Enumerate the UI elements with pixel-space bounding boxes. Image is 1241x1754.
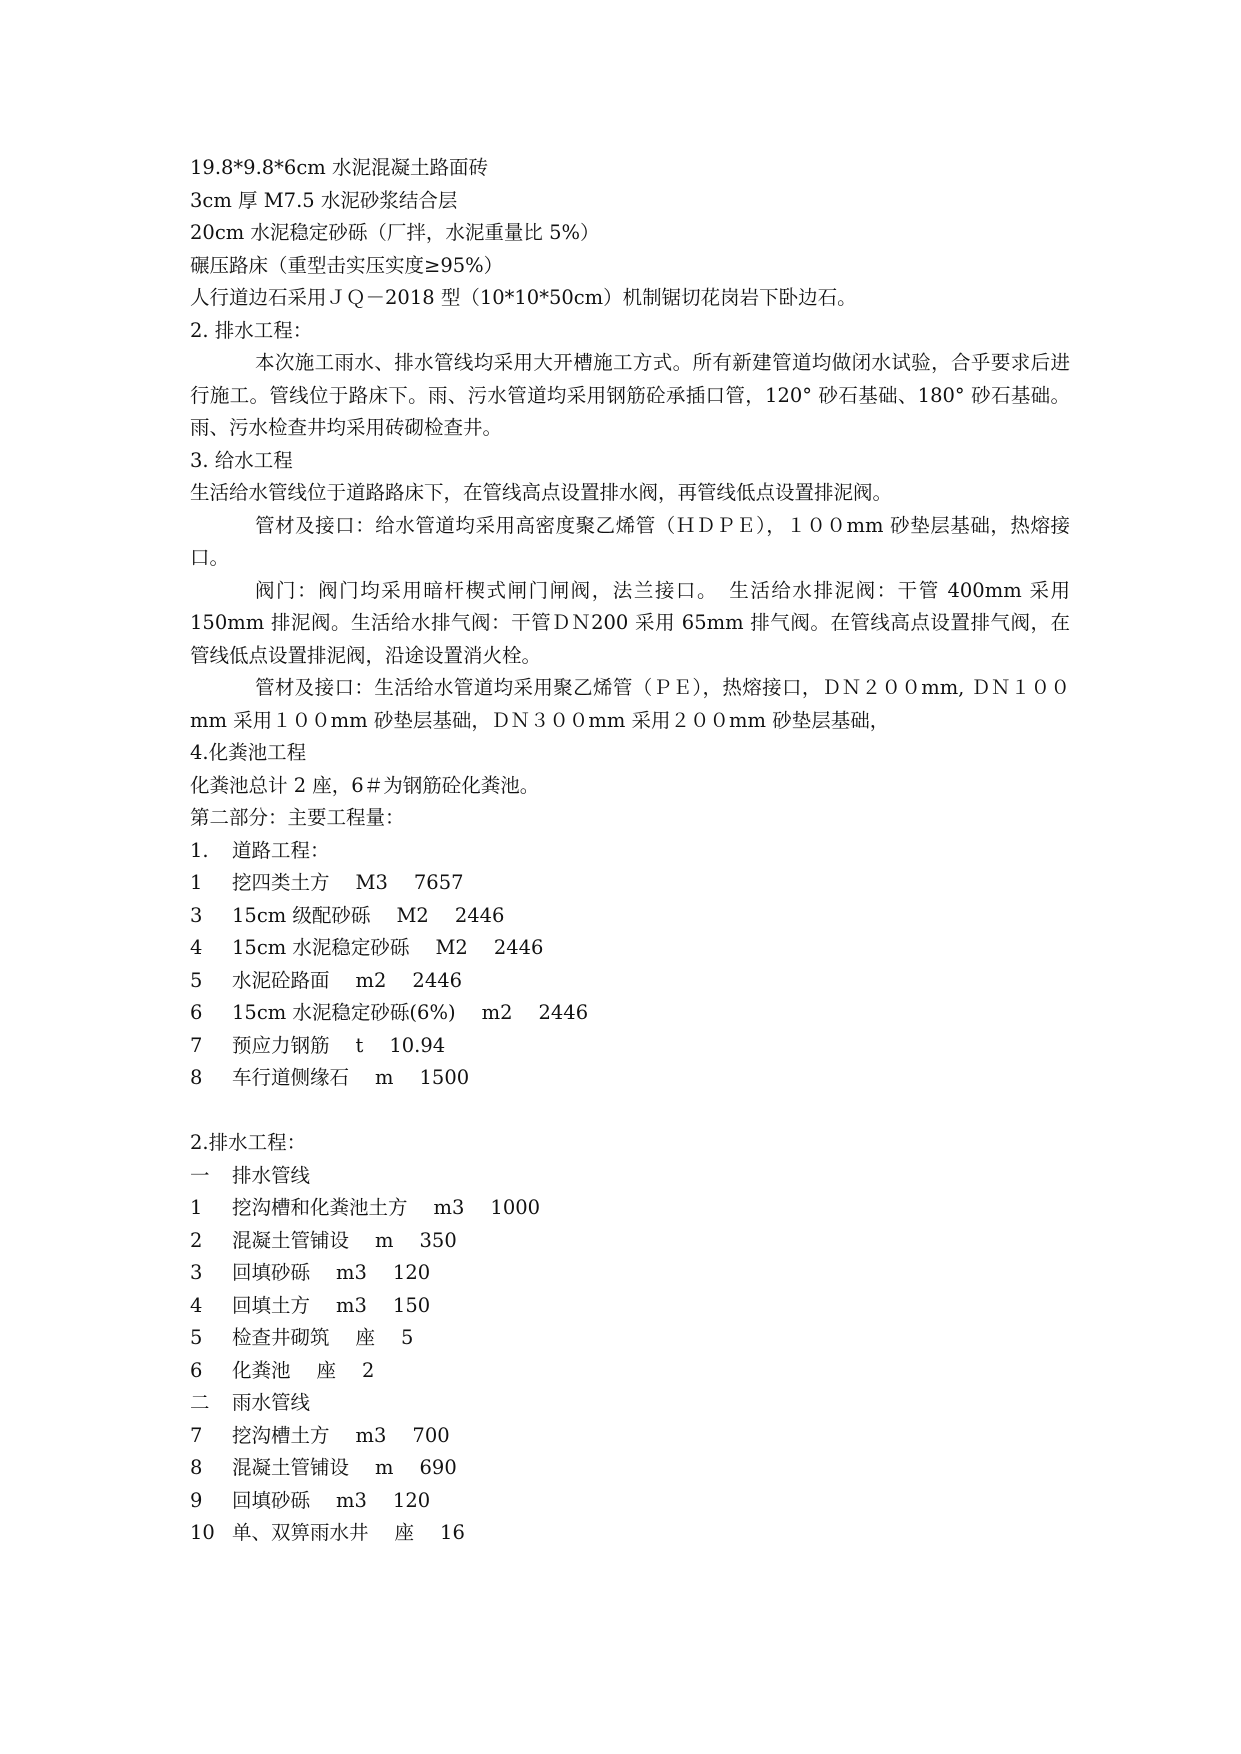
row-number: 一 xyxy=(190,1163,210,1187)
row-name: 15cm 水泥稳定砂砾(6%) xyxy=(232,1001,456,1024)
row-unit: m3 xyxy=(355,1423,387,1447)
row-qty: 150 xyxy=(392,1293,431,1317)
text-line: 碾压路床（重型击实压实度≥95%） xyxy=(190,253,504,277)
row-name: 15cm 水泥稳定砂砾 xyxy=(232,936,410,959)
row-qty: 10.94 xyxy=(389,1033,446,1057)
row-qty: 2446 xyxy=(412,968,463,992)
section-heading-septic: 4.化粪池工程 xyxy=(190,741,307,764)
paragraph-water-valve: 阀门：阀门均采用暗杆楔式闸门闸阀，法兰接口。 生活给水排泥阀：干管 400mm 采用 150mm 排泥阀。生活给水排气阀：干管ＤＮ200 采用 65mm 排气阀。在管线高点设置排气阀，在管线低点设置排泥阀，沿途设置消火栓。 xyxy=(190,578,1070,667)
row-unit: 座 xyxy=(394,1521,415,1544)
quantity-row xyxy=(190,1420,1070,1453)
drain-quantity-list xyxy=(190,1192,1070,1387)
quantity-row xyxy=(190,1257,1070,1290)
row-num: 3 xyxy=(190,1261,203,1284)
text-line: 化粪池总计 2 座，6＃为钢筋砼化粪池。 xyxy=(190,773,540,797)
paragraph-water-pe: 管材及接口：生活给水管道均采用聚乙烯管（ＰＥ），热熔接口，ＤＮ２００mm, ＤＮ１００mm 采用１００mm 砂垫层基础，ＤＮ３００mm 采用２００mm 砂垫层基础， xyxy=(190,676,1070,732)
row-num: 8 xyxy=(190,1456,203,1479)
row-qty: 1000 xyxy=(490,1196,541,1219)
quantity-row xyxy=(190,1355,1070,1388)
document-body xyxy=(190,152,1070,1550)
drain-heading: 2.排水工程： xyxy=(190,1131,307,1154)
section-heading-quantities: 第二部分：主要工程量： xyxy=(190,806,405,829)
row-num: 9 xyxy=(190,1488,203,1512)
section-heading-water: 3. 给水工程 xyxy=(190,448,293,472)
row-name: 检查井砌筑 xyxy=(232,1326,330,1349)
row-num: 4 xyxy=(190,936,203,959)
row-name: 单、双箅雨水井 xyxy=(232,1521,369,1544)
row-qty: 2446 xyxy=(538,1001,589,1024)
row-qty: 7657 xyxy=(413,871,464,894)
row-unit: m3 xyxy=(336,1293,367,1317)
row-num: 8 xyxy=(190,1066,203,1089)
row-qty: 690 xyxy=(419,1456,457,1479)
road-quantity-list xyxy=(190,867,1070,1095)
row-name: 回填砂砾 xyxy=(232,1488,311,1512)
quantity-row xyxy=(190,965,1070,998)
row-num: 6 xyxy=(190,1001,203,1024)
quantity-row xyxy=(190,997,1070,1030)
text-line: 人行道边石采用ＪＱ－2018 型（10*10*50cm）机制锯切花岗岩下卧边石。 xyxy=(190,286,857,309)
text-line: 19.8*9.8*6cm 水泥混凝土路面砖 xyxy=(190,156,488,179)
rain-sub-heading xyxy=(190,1387,1070,1420)
row-unit: M3 xyxy=(355,871,388,894)
row-qty: 5 xyxy=(401,1326,414,1349)
quantity-row xyxy=(190,932,1070,965)
row-name: 混凝土管铺设 xyxy=(232,1228,350,1252)
quantity-row xyxy=(190,1225,1070,1258)
quantity-row xyxy=(190,1452,1070,1485)
row-name: 挖沟槽土方 xyxy=(232,1423,330,1447)
drain-sub-heading xyxy=(190,1160,1070,1193)
quantity-row xyxy=(190,1322,1070,1355)
row-name: 排水管线 xyxy=(232,1163,311,1187)
spacer xyxy=(190,1095,1070,1128)
row-qty: 2 xyxy=(362,1358,375,1382)
quantity-row xyxy=(190,1517,1070,1550)
row-number: 1. xyxy=(190,838,209,862)
row-name: 预应力钢筋 xyxy=(232,1033,330,1057)
row-num: 5 xyxy=(190,968,203,992)
quantity-row xyxy=(190,1062,1070,1095)
row-num: 5 xyxy=(190,1326,203,1349)
row-num: 7 xyxy=(190,1423,203,1447)
row-number: 二 xyxy=(190,1391,210,1414)
row-unit: M2 xyxy=(435,936,468,959)
row-unit: m xyxy=(375,1228,394,1252)
quantity-row xyxy=(190,1485,1070,1518)
row-name: 道路工程： xyxy=(232,838,330,862)
row-unit: 座 xyxy=(316,1358,337,1382)
text-line: 生活给水管线位于道路路床下，在管线高点设置排水阀，再管线低点设置排泥阀。 xyxy=(190,481,893,504)
row-unit: t xyxy=(355,1033,364,1057)
row-name: 回填砂砾 xyxy=(232,1261,311,1284)
row-qty: 120 xyxy=(392,1261,431,1284)
paragraph-drainage: 本次施工雨水、排水管线均采用大开槽施工方式。所有新建管道均做闭水试验，合乎要求后进行施工。管线位于路床下。雨、污水管道均采用钢筋砼承插口管，120° 砂石基础、180° 砂石基础。雨、污水检查井均采用砖砌检查井。 xyxy=(190,351,1070,439)
row-unit: m xyxy=(375,1066,394,1089)
section-heading-drainage: 2. 排水工程： xyxy=(190,318,313,342)
row-unit: m3 xyxy=(336,1488,367,1512)
row-num: 1 xyxy=(190,871,203,894)
quantity-row xyxy=(190,867,1070,900)
row-num: 10 xyxy=(190,1521,215,1544)
row-qty: 2446 xyxy=(454,903,505,927)
quantity-row xyxy=(190,900,1070,933)
row-unit: m3 xyxy=(433,1196,465,1219)
row-name: 车行道侧缘石 xyxy=(232,1066,350,1089)
row-num: 1 xyxy=(190,1196,203,1219)
row-name: 15cm 级配砂砾 xyxy=(232,903,371,927)
row-unit: 座 xyxy=(355,1326,376,1349)
quantity-row xyxy=(190,1030,1070,1063)
row-name: 挖四类土方 xyxy=(232,871,330,894)
quantity-row xyxy=(190,1192,1070,1225)
row-name: 挖沟槽和化粪池土方 xyxy=(232,1196,408,1219)
row-qty: 2446 xyxy=(493,936,544,959)
row-num: 6 xyxy=(190,1358,203,1382)
row-unit: m3 xyxy=(336,1261,367,1284)
row-qty: 700 xyxy=(412,1423,450,1447)
paragraph-water-pipe: 管材及接口：给水管道均采用高密度聚乙烯管（ＨＤＰＥ），１００mm 砂垫层基础，热熔接口。 xyxy=(190,513,1070,569)
row-unit: m xyxy=(375,1456,394,1479)
row-qty: 1500 xyxy=(419,1066,470,1089)
row-qty: 120 xyxy=(392,1488,431,1512)
road-heading xyxy=(190,835,1070,868)
row-num: 7 xyxy=(190,1033,203,1057)
row-name: 混凝土管铺设 xyxy=(232,1456,350,1479)
row-qty: 350 xyxy=(419,1228,457,1252)
row-num: 3 xyxy=(190,903,203,927)
row-unit: m2 xyxy=(355,968,387,992)
row-qty: 16 xyxy=(440,1521,465,1544)
rain-quantity-list xyxy=(190,1420,1070,1550)
row-name: 化粪池 xyxy=(232,1358,291,1382)
row-unit: M2 xyxy=(396,903,429,927)
text-line: 20cm 水泥稳定砂砾（厂拌，水泥重量比 5%） xyxy=(190,221,600,244)
text-line: 3cm 厚 M7.5 水泥砂浆结合层 xyxy=(190,188,458,212)
row-num: 2 xyxy=(190,1228,203,1252)
row-name: 雨水管线 xyxy=(232,1391,311,1414)
row-num: 4 xyxy=(190,1293,203,1317)
row-unit: m2 xyxy=(481,1001,513,1024)
row-name: 水泥砼路面 xyxy=(232,968,330,992)
row-name: 回填土方 xyxy=(232,1293,311,1317)
quantity-row xyxy=(190,1290,1070,1323)
